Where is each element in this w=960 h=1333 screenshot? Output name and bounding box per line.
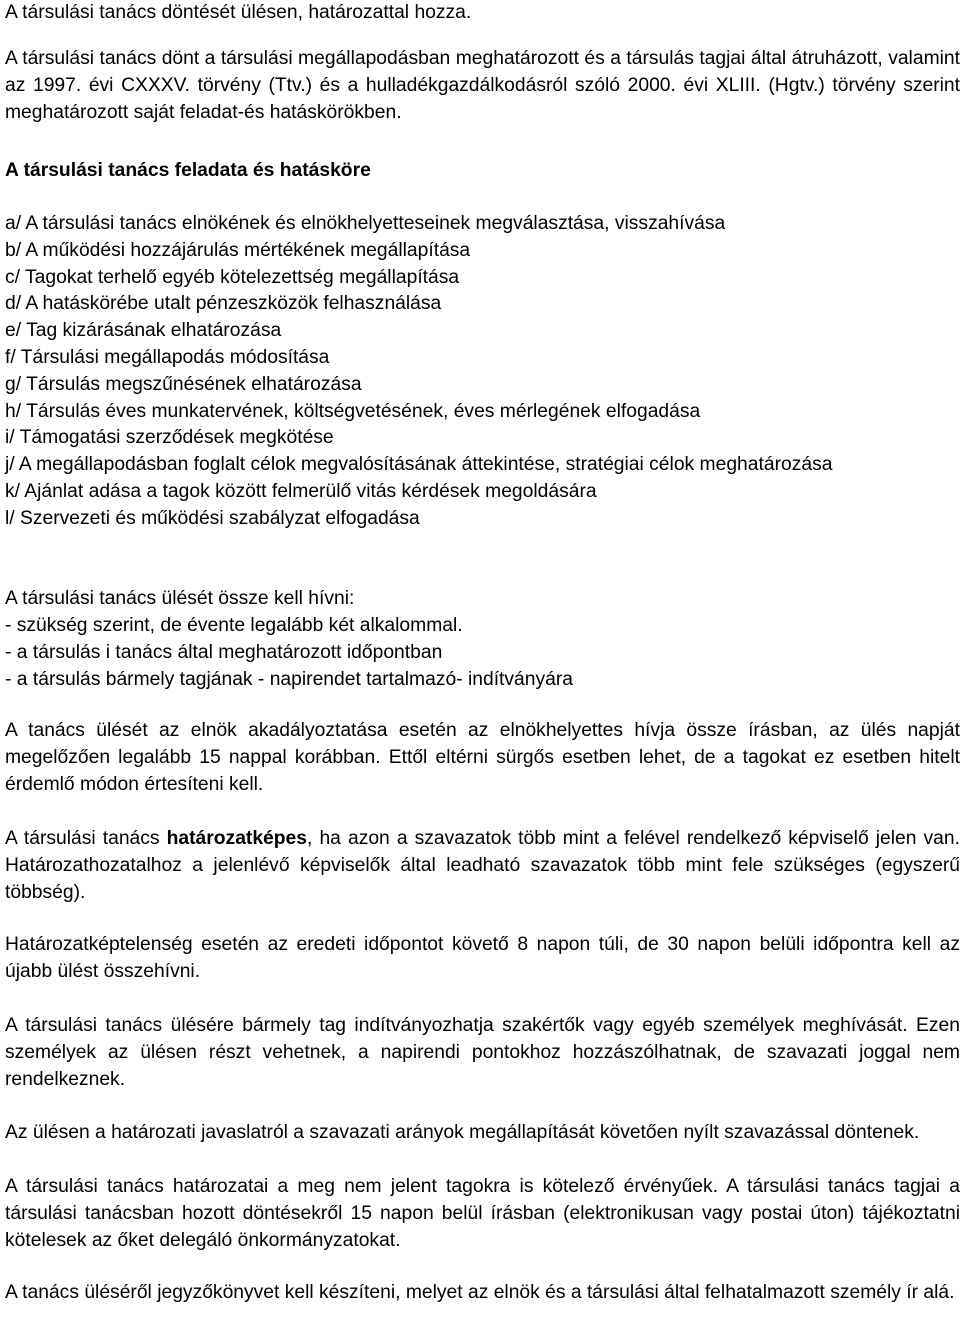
duties-heading: A társulási tanács feladata és hatásköre <box>5 160 371 181</box>
list-item: - a társulás bármely tagjának - napirendet tartalmazó- indítványára <box>5 668 574 690</box>
intro-line: A társulási tanács döntését ülésen, határozattal hozza. <box>5 2 472 23</box>
quorum-bold-term: határozatképes <box>166 828 308 849</box>
list-item: k/ Ajánlat adása a tagok között felmerülő vitás kérdések megoldására <box>5 480 597 502</box>
convene-list <box>5 613 960 693</box>
binding-paragraph: A társulási tanács határozatai a meg nem jelent tagokra is kötelező érvényűek. A társulási tanács tagjai a társulási tanácsban hozott döntésekről 15 napon belül írásban (elektronikusan vagy postai úton) tájékoztatni kötelesek az őket delegáló önkormányzatokat. <box>5 1176 960 1251</box>
no-quorum-paragraph: Határozatképtelenség esetén az eredeti időpontot követő 8 napon túli, de 30 napon belüli időpontra kell az újabb ülést összehívni. <box>5 934 960 982</box>
list-item: c/ Tagokat terhelő egyéb kötelezettség megállapítása <box>5 266 460 288</box>
list-item: - a társulás i tanács által meghatározott időpontban <box>5 641 443 663</box>
quorum-text-after: , ha azon a szavazatok több mint a felével rendelkező képviselő jelen van. Határozathozatalhoz a jelenlévő képviselők által leadható szavazatok több mint fele szükséges (egyszerű többség). <box>5 828 960 903</box>
list-item: - szükség szerint, de évente legalább két alkalommal. <box>5 615 463 636</box>
voting-paragraph: Az ülésen a határozati javaslatról a szavazati arányok megállapítását követően nyílt szavazással döntenek. <box>5 1122 920 1143</box>
scope-paragraph: A társulási tanács dönt a társulási megállapodásban meghatározott és a társulás tagjai által átruházott, valamint az 1997. évi CXXXV. törvény (Ttv.) és a hulladékgazdálkodásról szóló 2000. évi XLIII. (Hgtv.) törvény szerint meghatározott saját feladat-és hatáskörökben. <box>5 48 960 123</box>
list-item: d/ A hatáskörébe utalt pénzeszközök felhasználása <box>5 293 442 315</box>
list-item: e/ Tag kizárásának elhatározása <box>5 320 282 342</box>
list-item: b/ A működési hozzájárulás mértékének megállapítása <box>5 239 471 261</box>
list-item: i/ Támogatási szerződések megkötése <box>5 427 334 449</box>
list-item: j/ A megállapodásban foglalt célok megvalósításának áttekintése, stratégiai célok meghatározása <box>5 454 833 476</box>
duties-list <box>5 211 960 533</box>
experts-paragraph: A társulási tanács ülésére bármely tag indítványozhatja szakértők vagy egyéb személyek meghívását. Ezen személyek az ülésen részt vehetnek, a napirendi pontokhoz hozzászólhatnak, de szavazati joggal nem rendelkeznek. <box>5 1015 960 1090</box>
quorum-text-before: A társulási tanács <box>5 828 167 849</box>
list-item: f/ Társulási megállapodás módosítása <box>5 346 330 368</box>
minutes-paragraph: A tanács üléséről jegyzőkönyvet kell készíteni, melyet az elnök és a társulási által felhatalmazott személy ír alá. <box>5 1282 955 1303</box>
list-item: h/ Társulás éves munkatervének, költségvetésének, éves mérlegének elfogadása <box>5 400 701 422</box>
list-item: g/ Társulás megszűnésének elhatározása <box>5 373 362 395</box>
deputy-paragraph: A tanács ülését az elnök akadályoztatása esetén az elnökhelyettes hívja össze írásban, az ülés napját megelőzően legalább 15 nappal korábban. Ettől eltérni sürgős esetben lehet, de a tagokat ez esetben hitelt érdemlő módon értesíteni kell. <box>5 720 960 795</box>
convene-heading: A társulási tanács ülését össze kell hívni: <box>5 588 355 609</box>
quorum-paragraph <box>5 826 960 906</box>
list-item: a/ A társulási tanács elnökének és elnökhelyetteseinek megválasztása, visszahívása <box>5 213 726 234</box>
list-item: l/ Szervezeti és működési szabályzat elfogadása <box>5 507 420 529</box>
